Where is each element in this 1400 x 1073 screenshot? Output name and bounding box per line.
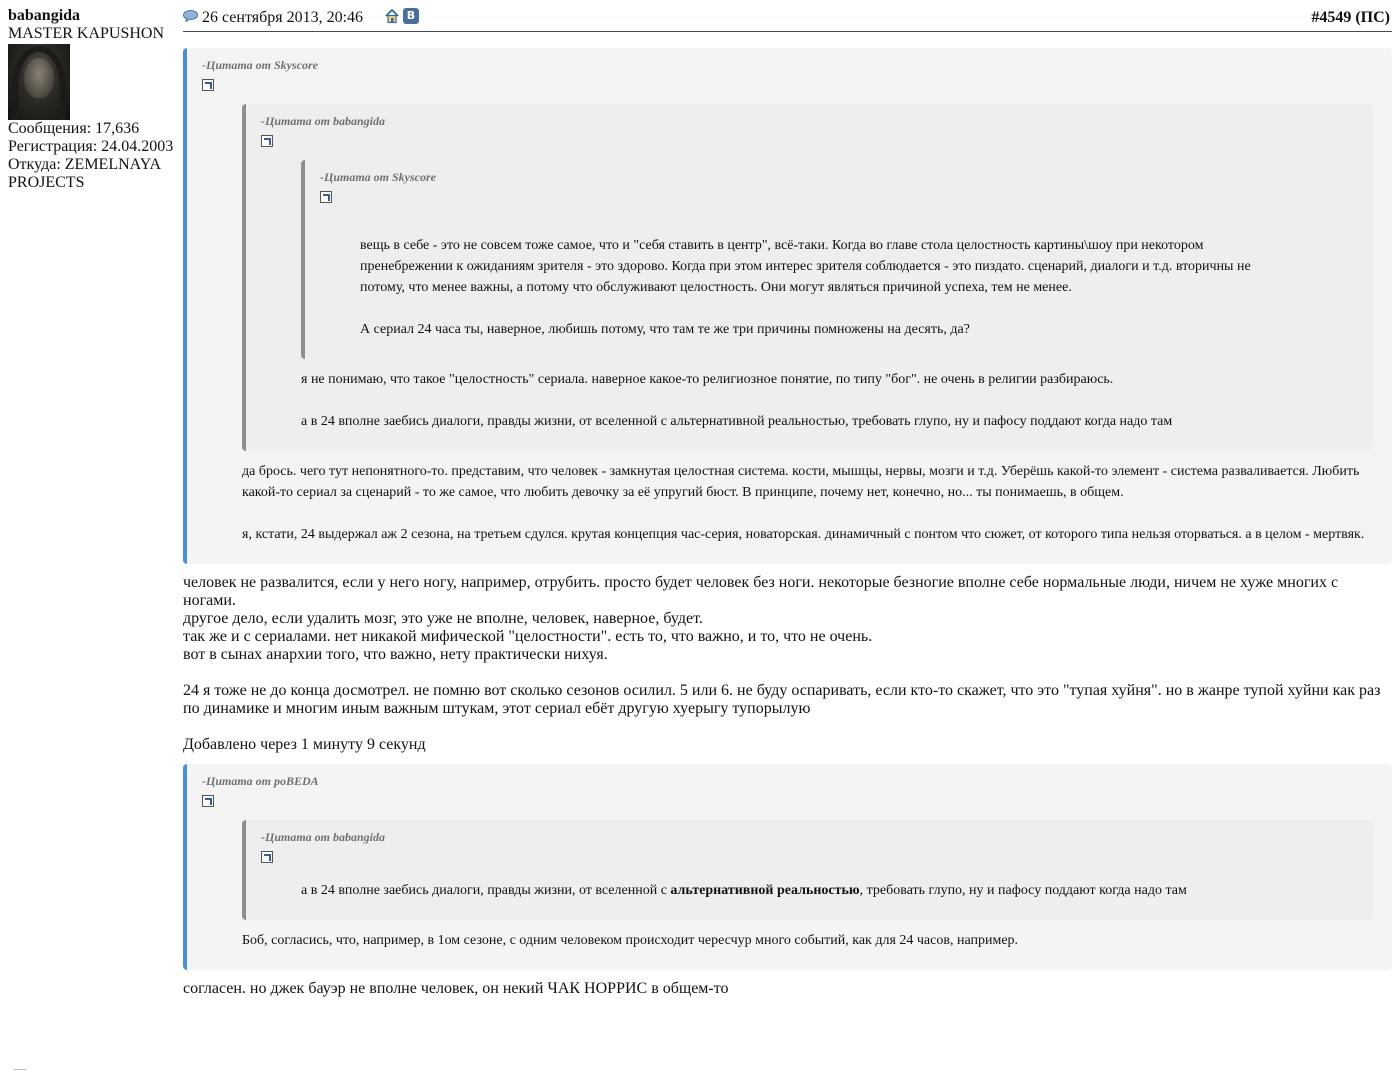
inner-quote-p2: А сериал 24 часа ты, наверное, любишь потому, что там те же три причины помножены на десять, да? xyxy=(360,322,970,337)
quote2-nested-text-post: , требовать глупо, ну и пафосу поддают когда надо там xyxy=(859,883,1187,898)
post-date: 26 сентября 2013, 20:46 xyxy=(202,9,364,26)
quote2-nested-text-pre: а в 24 вполне заебись диалоги, правды жизни, от вселенной с xyxy=(301,883,671,898)
post-line-4: вот в сынах анархии того, что важно, нету практически нихуя. xyxy=(183,646,608,663)
post-line-1: человек не развалится, если у него ногу, например, отрубить. просто будет человек без ноги. некоторые безногие вполне себе нормальные люди, ничем не хуже многих с ногами. xyxy=(183,574,1339,609)
post-final-line: согласен. но джек бауэр не вполне человек, он некий ЧАК НОРРИС в общем-то xyxy=(183,980,729,997)
user-title: MASTER KAPUSHON xyxy=(8,25,165,42)
post-number-link[interactable]: #4549 xyxy=(1311,9,1352,26)
nested-quote-author: -Цитата от babangida xyxy=(261,114,386,128)
nested-quote-body xyxy=(261,160,1354,432)
home-icon[interactable] xyxy=(384,8,400,24)
inner-quote-body xyxy=(320,235,1335,340)
quote2-link-icon[interactable] xyxy=(202,795,214,807)
post xyxy=(183,7,1392,998)
vk-icon[interactable]: В xyxy=(403,8,419,24)
quote2-nested-link-icon[interactable] xyxy=(261,851,273,863)
added-later-note: Добавлено через 1 минуту 9 секунд xyxy=(183,736,426,753)
quote-p2: я, кстати, 24 выдержал аж 2 сезона, на третьем сдулся. крутая концепция час-серия, новаторская. динамичный с понтом что сюжет, от которого типа нельзя оторваться. а в целом - мертвяк. xyxy=(242,527,1365,542)
avatar-hood xyxy=(12,46,66,120)
avatar xyxy=(8,44,70,120)
quote-p1: да брось. чего тут непонятного-то. представим, что человек - замкнутая целостная система. кости, мышцы, нервы, мозги и т.д. Уберёшь какой-то элемент - система разваливается. Любить какой-то сериал за сценарий - то же самое, что любить девочку за её упругий бюст. В принципе, почему нет, конечно, но... ты понимаешь, в общем. xyxy=(242,464,1360,500)
inner-quote-author: -Цитата от Skyscore xyxy=(320,170,436,184)
quote-link-icon[interactable] xyxy=(202,79,214,91)
footer-mark xyxy=(14,1069,26,1070)
user-location-line2: PROJECTS xyxy=(8,174,85,191)
username[interactable]: babangida xyxy=(8,7,81,24)
nested-quote-block xyxy=(242,104,1373,451)
nested-quote-p1: я не понимаю, что такое "целостность" сериала. наверное какое-то религиозное понятие, по типу "бог". не очень в религии разбираюсь. xyxy=(301,372,1114,387)
post-text xyxy=(183,574,1392,754)
user-info xyxy=(8,7,180,192)
post-line-5: 24 я тоже не до конца досмотрел. не помню вот сколько сезонов осилил. 5 или 6. не буду оспаривать, если кто-то скажет, что это "тупая хуйня". но в жанре тупой хуйни как раз по динамике и многим иным важным штукам, этот сериал ебёт другую хуерыгу тупорылую xyxy=(183,682,1381,717)
post-header xyxy=(183,7,1392,32)
user-location-line1: Откуда: ZEMELNAYA xyxy=(8,156,162,173)
quote2-nested-author: -Цитата от babangida xyxy=(261,830,386,844)
nested-quote-link-icon[interactable] xyxy=(261,135,273,147)
quote2-p1: Боб, согласись, что, например, в 1ом сезоне, с одним человеком происходит чересчур много событий, как для 24 часов, например. xyxy=(242,933,1019,948)
quote2-nested-text xyxy=(301,880,1354,901)
inner-quote-block xyxy=(301,160,1354,359)
post-line-2: другое дело, если удалить мозг, это уже не вполне, человек, наверное, будет. xyxy=(183,610,703,627)
post-number xyxy=(1311,9,1390,27)
quote2-nested-text-bold: альтернативной реальностью xyxy=(670,883,860,898)
inner-quote-p1: вещь в себе - это не совсем тоже самое, что и "себя ставить в центр", всё-таки. Когда во главе стола целостность картины\шоу при некотором пренебрежении к ожиданиям зрителя - это здорово. Когда при этом интерес зрителя соблюдается - это пиздато. сценарий, диалоги и т.д. вторичны не потому, что менее важны, а потому что обслуживают целостность. Они могут являться причиной успеха, тем не менее. xyxy=(360,238,1251,295)
quote-block-2 xyxy=(183,764,1392,970)
user-posts: Сообщения: 17,636 xyxy=(8,120,140,137)
post-suffix[interactable]: (ПС) xyxy=(1355,9,1390,26)
post-line-3: так же и с сериалами. нет никакой мифической "целостности". есть то, что важно, и то, что не очень. xyxy=(183,628,873,645)
quote-block xyxy=(183,48,1392,564)
quote2-author: -Цитата от poBEDA xyxy=(202,774,319,788)
nested-quote-p2: а в 24 вполне заебись диалоги, правды жизни, от вселенной с альтернативной реальностью, требовать глупо, ну и пафосу поддают когда надо там xyxy=(301,414,1173,429)
post-text-2 xyxy=(183,980,1392,998)
quote2-body xyxy=(202,820,1373,951)
user-registered: Регистрация: 24.04.2003 xyxy=(8,138,174,155)
quote2-nested-block xyxy=(242,820,1373,920)
post-icon xyxy=(183,10,198,22)
inner-quote-link-icon[interactable] xyxy=(320,191,332,203)
quote-body xyxy=(202,104,1373,545)
quote2-nested-body xyxy=(261,880,1354,901)
quote-author: -Цитата от Skyscore xyxy=(202,58,318,72)
